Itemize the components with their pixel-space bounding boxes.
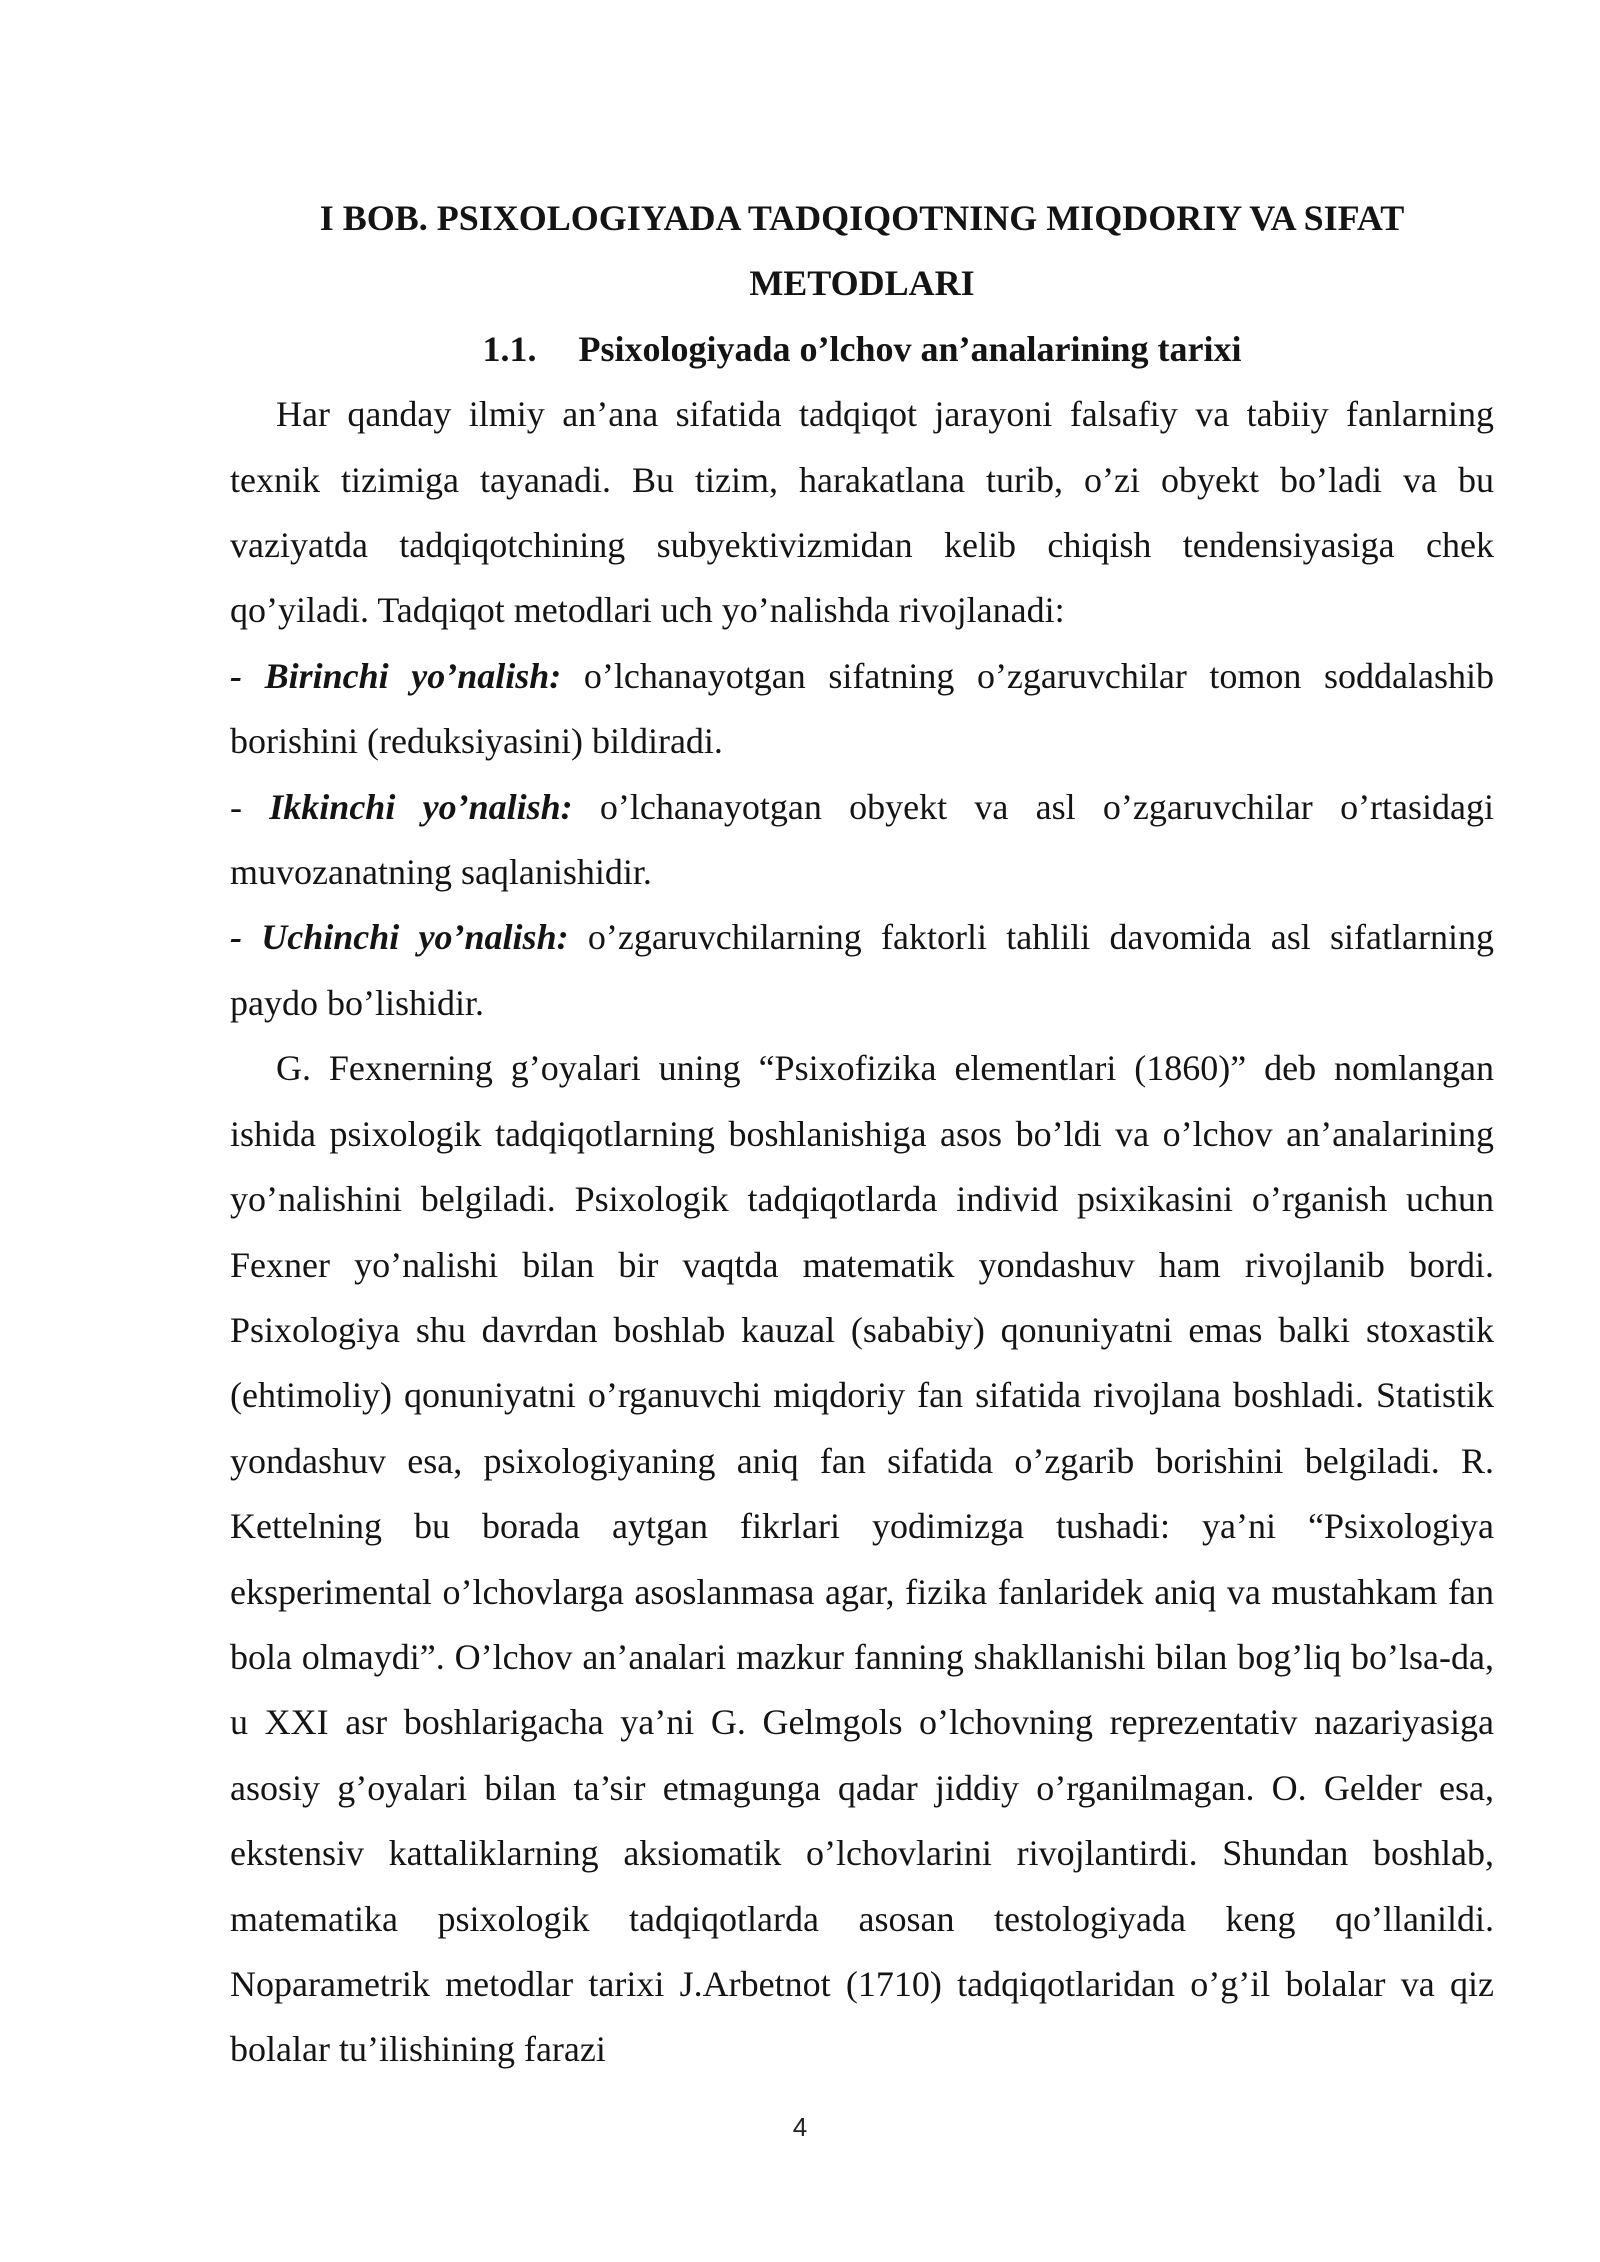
section-heading bbox=[230, 317, 1494, 382]
direction-prefix: - bbox=[230, 917, 262, 958]
page-content bbox=[230, 186, 1494, 2083]
direction-text: o’lchanayotgan sifatning o’zgaruvchilar tomon soddalashib borishini (reduksiyasini) bildiradi. bbox=[230, 655, 1495, 762]
chapter-title: I BOB. PSIXOLOGIYADA TADQIQOTNING MIQDORIY VA SIFAT METODLARI bbox=[319, 198, 1405, 304]
direction-item-second bbox=[230, 775, 1494, 906]
direction-prefix: - bbox=[230, 655, 265, 696]
direction-item-third bbox=[230, 905, 1494, 1036]
direction-text: o’zgaruvchilarning faktorli tahlili davomida asl sifatlarning paydo bo’lishidir. bbox=[230, 917, 1494, 1023]
direction-item-first bbox=[230, 644, 1494, 775]
direction-label: Ikkinchi yo’nalish: bbox=[269, 786, 573, 827]
direction-text: o’lchanayotgan obyekt va asl o’zgaruvchilar o’rtasidagi muvozanatning saqlanishidir. bbox=[230, 786, 1495, 893]
main-paragraph: G. Fexnerning g’oyalari uning “Psixofizika elementlari (1860)” deb nomlangan ishida psixologik tadqiqotlarning boshlanishiga asos bo’ldi va o’lchov an’analarining yo’nalishini belgiladi. Psixologik tadqiqotlarda individ psixikasini o’rganish uchun Fexner yo’nalishi bilan bir vaqtda matematik yondashuv ham rivojlanib bordi. Psixologiya shu davrdan boshlab kauzal (sababiy) qonuniyatni emas balki stoxastik (ehtimoliy) qonuniyatni o’rganuvchi miqdoriy fan sifatida rivojlana boshladi. Statistik yondashuv esa, psixologiyaning aniq fan sifatida o’zgarib borishini belgiladi. R. Kettelning bu borada aytgan fikrlari yodimizga tushadi: ya’ni “Psixologiya eksperimental o’lchovlarga asoslanmasa agar, fizika fanlaridek aniq va mustahkam fan bola olmaydi”. O’lchov an’analari mazkur fanning shakllanishi bilan bog’liq bo’lsa-da, u XXI asr boshlarigacha ya’ni G. Gelmgols o’lchovning reprezentativ nazariyasiga asosiy g’oyalari bilan ta’sir etmagunga qadar jiddiy o’rganilmagan. O. Gelder esa, ekstensiv kattaliklarning aksiomatik o’lchovlarini rivojlantirdi. Shundan boshlab, matematika psixologik tadqiqotlarda asosan testologiyada keng qo’llanildi. Noparametrik metodlar tarixi J.Arbetnot (1710) tadqiqotlaridan o’g’il bolalar va qiz bolalar tu’ilishining farazi bbox=[230, 1048, 1494, 2070]
section-title: Psixologiyada o’lchov an’analarining tarixi bbox=[578, 328, 1242, 369]
direction-prefix: - bbox=[230, 786, 270, 827]
direction-label: Uchinchi yo’nalish: bbox=[261, 917, 569, 958]
direction-label: Birinchi yo’nalish: bbox=[264, 655, 562, 696]
section-number: 1.1. bbox=[482, 328, 537, 369]
intro-paragraph: Har qanday ilmiy an’ana sifatida tadqiqot jarayoni falsafiy va tabiiy fanlarning texnik tizimiga tayanadi. Bu tizim, harakatlana turib, o’zi obyekt bo’ladi va bu vaziyatda tadqiqotchining subyektivizmidan kelib chiqish tendensiyasiga chek qo’yiladi. Tadqiqot metodlari uch yo’nalishda rivojlanadi: bbox=[230, 394, 1494, 631]
page-number: 4 bbox=[792, 2112, 808, 2142]
